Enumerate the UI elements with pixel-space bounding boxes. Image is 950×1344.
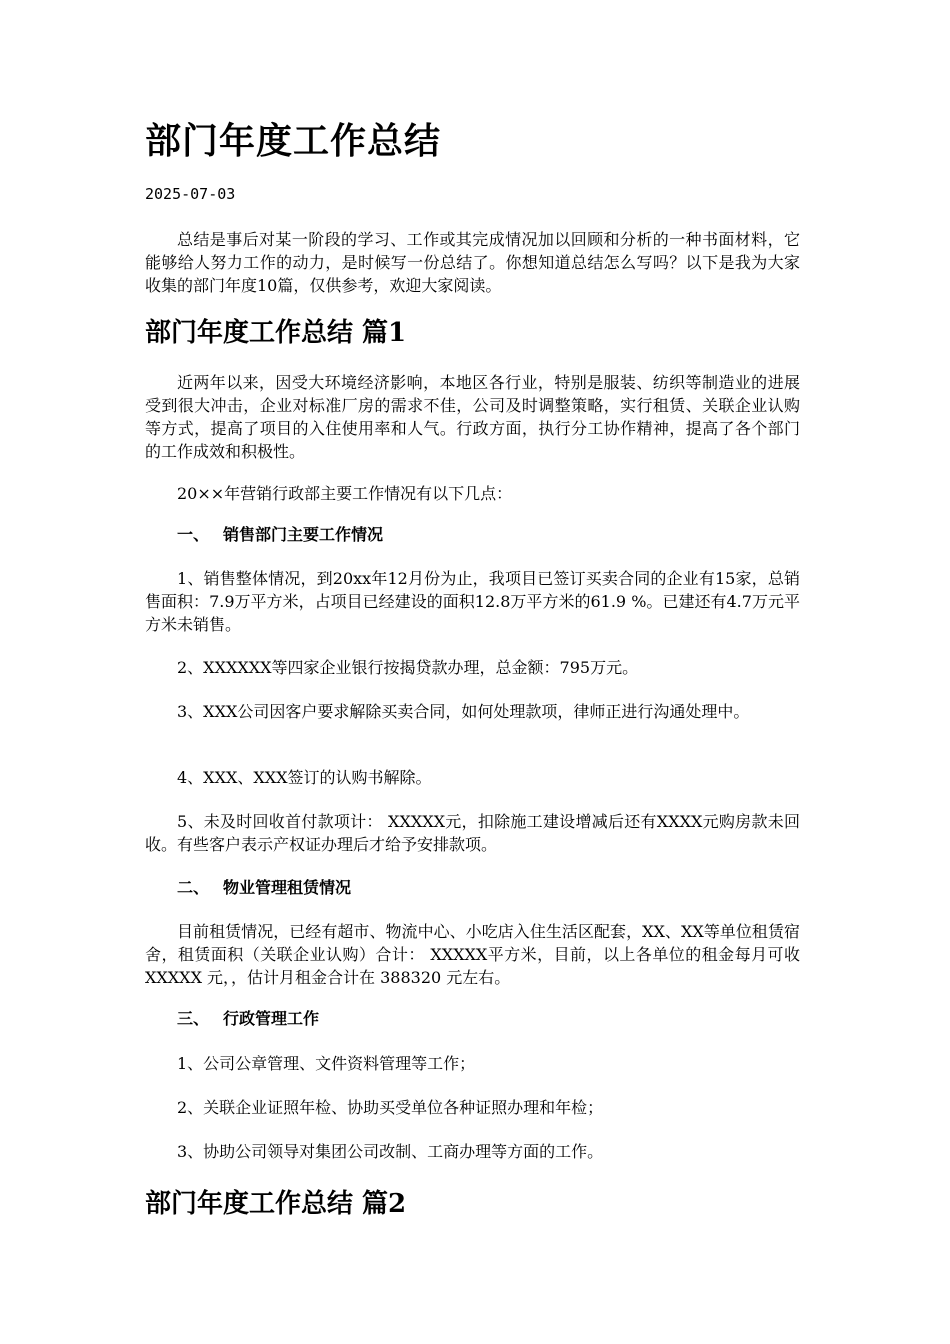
section-1-paragraph-2: 20××年营销行政部主要工作情况有以下几点： [177,484,513,503]
rental-paragraph: 目前租赁情况，已经有超市、物流中心、小吃店入住生活区配套，XX、XX等单位租赁宿舍，租赁面积（关联企业认购）合计： XXXXX平方米，目前，以上各单位的租金每月可收XXXXX 元，，估计月租金合计在 388320 元左右。 [145,922,800,987]
section-1-paragraph-1: 近两年以来，因受大环境经济影响，本地区各行业，特别是服装、纺织等制造业的进展受到很大冲击，企业对标准厂房的需求不佳，公司及时调整策略，实行租赁、关联企业认购等方式，提高了项目的入住使用率和人气。行政方面，执行分工协作精神，提高了各个部门的工作成效和积极性。 [145,373,800,461]
subheading-number: 二、 [177,878,210,897]
sales-item-2: 2、XXXXXX等四家企业银行按揭贷款办理，总金额：795万元。 [177,658,639,677]
sales-item-4: 4、XXX、XXX签订的认购书解除。 [177,768,432,787]
subheading-text: 物业管理租赁情况 [223,878,352,897]
sales-item-3: 3、XXX公司因客户要求解除买卖合同，如何处理款项，律师正进行沟通处理中。 [177,702,750,721]
sales-item-1: 1、销售整体情况，到20xx年12月份为止，我项目已签订买卖合同的企业有15家，总销售面积：7.9万平方米，占项目已经建设的面积12.8万平方米的61.9 %。已建还有4.7万元平方米未销售。 [145,569,800,634]
subheading-text: 行政管理工作 [223,1009,320,1028]
subheading-sales [145,524,383,546]
sales-item-5: 5、未及时回收首付款项计： XXXXX元，扣除施工建设增减后还有XXXX元购房款未回收。有些客户表示产权证办理后才给予安排款项。 [145,812,800,854]
intro-paragraph: 总结是事后对某一阶段的学习、工作或其完成情况加以回顾和分析的一种书面材料，它能够给人努力工作的动力，是时候写一份总结了。你想知道总结怎么写吗？以下是我为大家收集的部门年度10篇，仅供参考，欢迎大家阅读。 [145,230,800,295]
section-1-title: 部门年度工作总结 篇1 [145,318,407,348]
subheading-text: 销售部门主要工作情况 [223,525,384,544]
document-title: 部门年度工作总结 [145,120,442,162]
subheading-number: 一、 [177,525,210,544]
admin-item-3: 3、协助公司领导对集团公司改制、工商办理等方面的工作。 [177,1142,604,1161]
section-2-title: 部门年度工作总结 篇2 [145,1189,407,1219]
publish-date: 2025-07-03 [145,185,236,203]
admin-item-2: 2、关联企业证照年检、协助买受单位各种证照办理和年检； [177,1098,604,1117]
subheading-property [145,877,351,899]
subheading-admin [145,1008,319,1030]
subheading-number: 三、 [177,1009,210,1028]
admin-item-1: 1、公司公章管理、文件资料管理等工作； [177,1054,476,1073]
